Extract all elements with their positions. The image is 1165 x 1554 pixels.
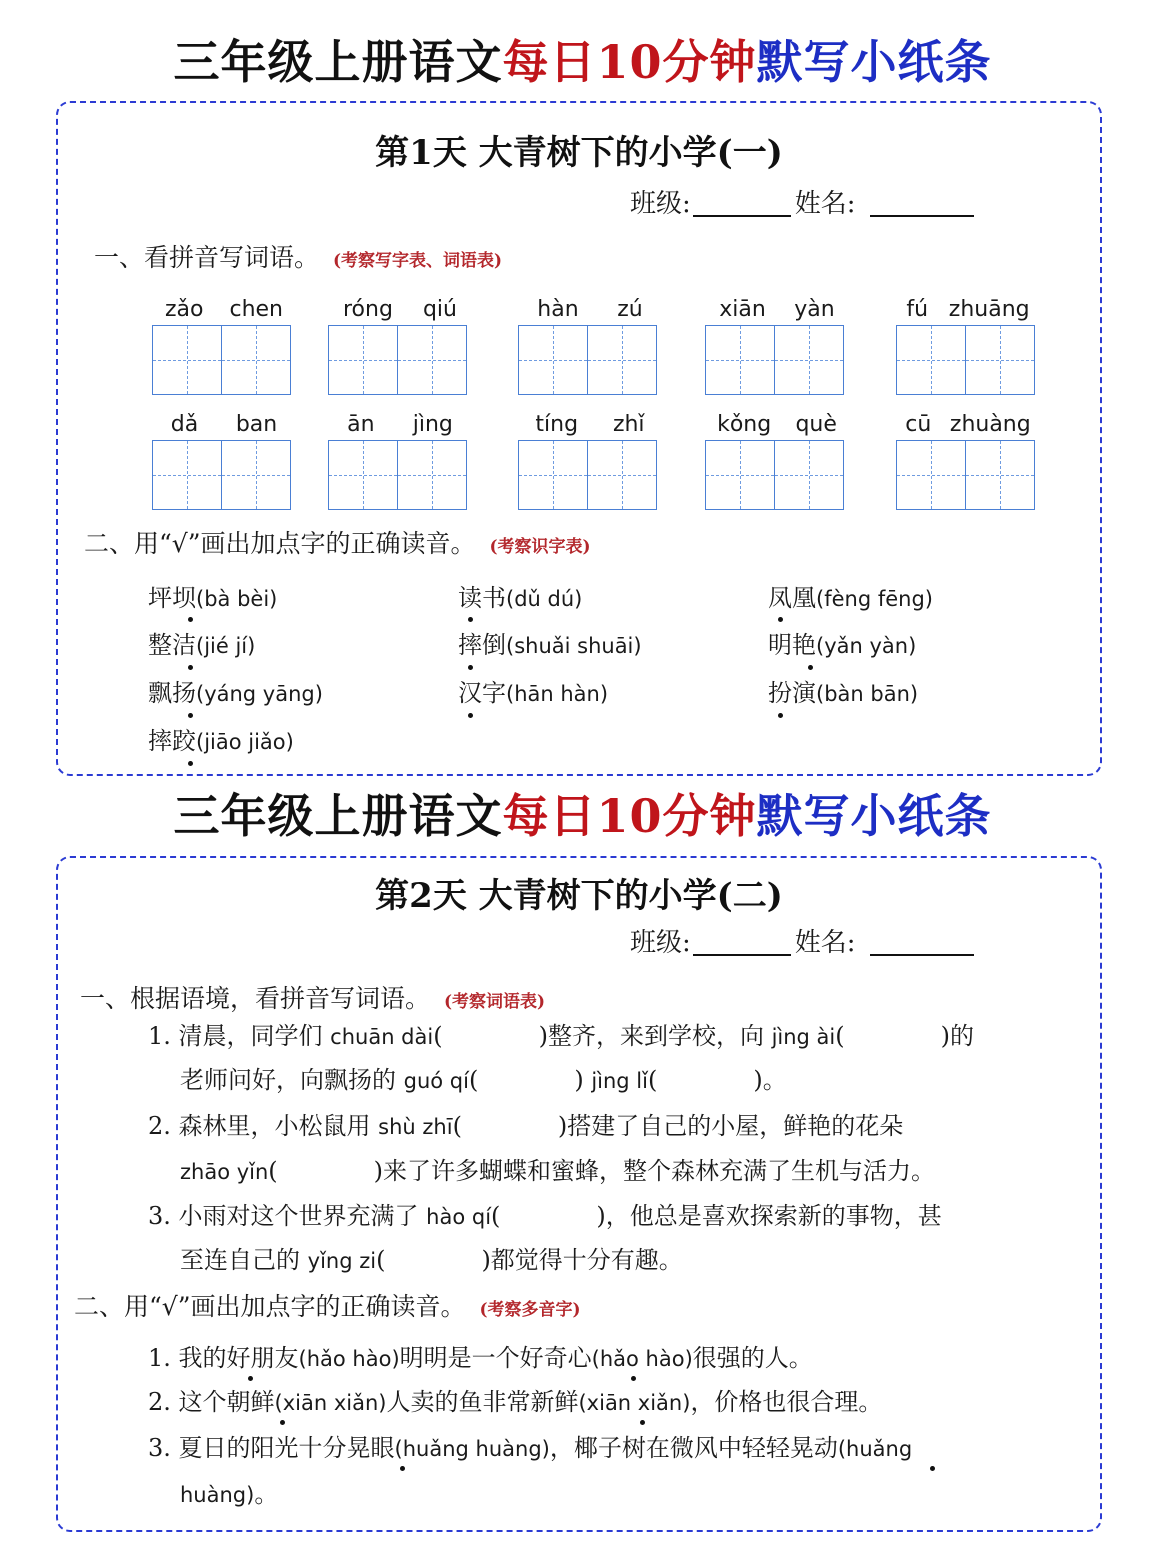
- reading-pinyin-options: (yáng yāng): [196, 682, 323, 706]
- reading-chars: 坪坝: [148, 584, 196, 612]
- tianzige-box[interactable]: [518, 325, 588, 395]
- banner-bottom: [0, 786, 1165, 846]
- name-blank[interactable]: [870, 954, 974, 956]
- emphasis-dot: [468, 713, 473, 718]
- pinyin-prompt: yǐng zi: [307, 1249, 377, 1273]
- class-blank[interactable]: [693, 954, 791, 956]
- emphasis-dot: [188, 713, 193, 718]
- day2-student-info: [630, 926, 978, 960]
- answer-blank[interactable]: ( )，他总是喜欢探索新的事物，甚: [491, 1202, 942, 1230]
- tianzige-box[interactable]: [397, 440, 467, 510]
- section-note: (考察写字表、词语表): [333, 251, 503, 271]
- pinyin-word: [705, 295, 849, 395]
- question-text: 。: [254, 1480, 279, 1508]
- question-text: ，价格也很合理。: [690, 1388, 883, 1416]
- day1-section1-heading: [94, 241, 502, 278]
- emphasis-dot: [808, 665, 813, 670]
- emphasis-dot: [778, 713, 783, 718]
- section-note: (考察词语表): [444, 992, 546, 1012]
- section-note: (考察识字表): [489, 537, 591, 557]
- polyphone-question-3-line2[interactable]: [180, 1476, 278, 1513]
- banner-top: [0, 32, 1165, 92]
- polyphone-question-2[interactable]: [148, 1384, 882, 1421]
- answer-blank[interactable]: ( )来了许多蝴蝶和蜜蜂，整个森林充满了生机与活力。: [268, 1157, 936, 1185]
- reading-pinyin-options: (fèng fēng): [816, 587, 933, 611]
- tianzige-box[interactable]: [774, 440, 844, 510]
- tianzige-box[interactable]: [152, 440, 222, 510]
- question-text: 明明是一个好奇心: [399, 1344, 592, 1372]
- day2-title: 第2天 大青树下的小学(二): [375, 876, 783, 916]
- question-text: 2. 森林里，小松鼠用: [148, 1112, 379, 1140]
- question-text: 很强的人。: [692, 1344, 813, 1372]
- pinyin-syllable: róng: [343, 297, 393, 322]
- reading-pinyin-options: (bàn bān): [816, 682, 919, 706]
- question-text: 3. 小雨对这个世界充满了: [148, 1202, 427, 1230]
- answer-blank[interactable]: ( ): [468, 1066, 592, 1094]
- emphasis-dot: [640, 1420, 645, 1425]
- reading-chars: 凤凰: [768, 584, 816, 612]
- reading-choice[interactable]: [458, 627, 642, 664]
- reading-choice[interactable]: [148, 580, 277, 617]
- banner-text-blue: 默写小纸条: [756, 35, 992, 89]
- day1-student-info: [630, 187, 978, 221]
- question-text: 1. 清晨，同学们: [148, 1022, 331, 1050]
- emphasis-dot: [400, 1466, 405, 1471]
- pinyin-prompt: jìng lǐ: [591, 1069, 648, 1093]
- worksheet-day2: [56, 856, 1102, 1532]
- reading-chars: 飘扬: [148, 679, 196, 707]
- emphasis-dot: [188, 665, 193, 670]
- banner-text-red: 每日10分钟: [502, 35, 757, 89]
- name-blank[interactable]: [870, 215, 974, 217]
- day1-section2-heading: [84, 527, 591, 564]
- reading-choice[interactable]: [458, 675, 608, 712]
- banner-text-black: 三年级上册语文: [173, 789, 503, 843]
- reading-choice[interactable]: [148, 675, 323, 712]
- pinyin-syllable: zhuāng: [948, 297, 1030, 322]
- tianzige-box[interactable]: [587, 325, 657, 395]
- answer-blank[interactable]: ( )整齐，来到学校，向: [433, 1022, 772, 1050]
- name-label: 姓名:: [794, 928, 856, 958]
- reading-chars: 读书: [458, 584, 506, 612]
- class-label: 班级:: [630, 928, 691, 958]
- pinyin-word: [328, 410, 472, 510]
- reading-chars: 明艳: [768, 631, 816, 659]
- reading-chars: 摔跤: [148, 727, 196, 755]
- context-question-3-line2: [180, 1242, 683, 1279]
- pinyin-syllable: zhuàng: [949, 412, 1031, 437]
- context-question-1-line2: [180, 1062, 787, 1099]
- section-heading-text: 一、看拼音写词语。: [94, 243, 320, 272]
- tianzige-box[interactable]: [587, 440, 657, 510]
- reading-choice[interactable]: [768, 675, 918, 712]
- day2-section2-heading: [74, 1290, 581, 1327]
- polyphone-question-1[interactable]: [148, 1340, 813, 1377]
- reading-pinyin-options: (jiāo jiǎo): [196, 730, 294, 754]
- pinyin-word: [328, 295, 472, 395]
- context-question-2-line2: [180, 1153, 935, 1190]
- reading-choice[interactable]: [768, 627, 916, 664]
- pinyin-word: [152, 295, 296, 395]
- question-text: 3. 夏日的阳光十分晃眼: [148, 1434, 395, 1462]
- reading-pinyin-options: (xiān xiǎn): [578, 1391, 691, 1415]
- reading-pinyin-options: (dǔ dú): [506, 587, 583, 611]
- name-label: 姓名:: [794, 189, 856, 219]
- pinyin-word: [896, 410, 1040, 510]
- pinyin-syllable: kǒng: [717, 412, 772, 437]
- reading-chars: 汉字: [458, 679, 506, 707]
- context-question-3-line1: [148, 1198, 942, 1235]
- day2-section1-heading: [80, 982, 545, 1019]
- banner-text-black: 三年级上册语文: [173, 35, 503, 89]
- pinyin-syllable: què: [795, 412, 837, 437]
- emphasis-dot: [778, 617, 783, 622]
- pinyin-syllable: hàn: [537, 297, 579, 322]
- tianzige-box[interactable]: [152, 325, 222, 395]
- class-blank[interactable]: [693, 215, 791, 217]
- pinyin-prompt: hào qí: [426, 1205, 492, 1229]
- emphasis-dot: [468, 617, 473, 622]
- pinyin-prompt: chuān dài: [330, 1025, 434, 1049]
- tianzige-box[interactable]: [896, 440, 966, 510]
- section-note: (考察多音字): [479, 1300, 581, 1320]
- tianzige-box[interactable]: [328, 325, 398, 395]
- tianzige-box[interactable]: [965, 440, 1035, 510]
- reading-choice[interactable]: [148, 723, 294, 760]
- reading-pinyin-options: (xiān xiǎn): [274, 1391, 387, 1415]
- tianzige-box[interactable]: [518, 440, 588, 510]
- answer-blank[interactable]: ( )。: [647, 1066, 787, 1094]
- reading-pinyin-options: (hān hàn): [506, 682, 609, 706]
- answer-blank[interactable]: ( )都觉得十分有趣。: [376, 1246, 683, 1274]
- emphasis-dot: [248, 1376, 253, 1381]
- banner-text-blue: 默写小纸条: [756, 789, 992, 843]
- tianzige-box[interactable]: [965, 325, 1035, 395]
- answer-blank[interactable]: ( )的: [835, 1022, 974, 1050]
- reading-pinyin-options: (shuǎi shuāi): [506, 634, 642, 658]
- reading-pinyin-options: (hǎo hào): [298, 1347, 400, 1371]
- pinyin-syllable: yàn: [794, 297, 835, 322]
- context-question-2-line1: [148, 1108, 903, 1145]
- tianzige-box[interactable]: [221, 325, 291, 395]
- question-text: 老师问好，向飘扬的: [180, 1066, 404, 1094]
- pinyin-word: [518, 410, 662, 510]
- emphasis-dot: [280, 1420, 285, 1425]
- reading-choice[interactable]: [768, 580, 933, 617]
- emphasis-dot: [930, 1466, 935, 1471]
- tianzige-box[interactable]: [896, 325, 966, 395]
- reading-pinyin-options: (bà bèi): [196, 587, 278, 611]
- question-text: 1. 我的好朋友: [148, 1344, 299, 1372]
- pinyin-syllable: jìng: [412, 412, 453, 437]
- class-label: 班级:: [630, 189, 691, 219]
- worksheet-day1: [56, 101, 1102, 776]
- reading-pinyin-options: (hǎo hào): [591, 1347, 693, 1371]
- pinyin-prompt: jìng ài: [771, 1025, 836, 1049]
- pinyin-syllable: fú: [906, 297, 929, 322]
- question-text: 人卖的鱼非常新鲜: [386, 1388, 579, 1416]
- pinyin-word: [896, 295, 1040, 395]
- tianzige-box[interactable]: [221, 440, 291, 510]
- section-heading-text: 二、用“√”画出加点字的正确读音。: [84, 529, 476, 558]
- day1-title: 第1天 大青树下的小学(一): [375, 133, 783, 173]
- tianzige-box[interactable]: [705, 325, 775, 395]
- reading-pinyin-options: (huǎng: [837, 1437, 913, 1461]
- reading-chars: 整洁: [148, 631, 196, 659]
- question-text: ，椰子树在微风中轻轻晃动: [549, 1434, 838, 1462]
- reading-choice[interactable]: [148, 627, 255, 664]
- pinyin-prompt: guó qí: [403, 1069, 469, 1093]
- pinyin-syllable: tíng: [535, 412, 579, 437]
- answer-blank[interactable]: ( )搭建了自己的小屋，鲜艳的花朵: [452, 1112, 904, 1140]
- pinyin-syllable: chen: [229, 297, 283, 322]
- pinyin-syllable: zú: [617, 297, 643, 322]
- question-text: 2. 这个朝鲜: [148, 1388, 275, 1416]
- banner-text-red: 每日10分钟: [502, 789, 757, 843]
- pinyin-syllable: qiú: [422, 297, 457, 322]
- pinyin-prompt: shù zhī: [378, 1115, 453, 1139]
- tianzige-box[interactable]: [705, 440, 775, 510]
- reading-chars: 摔倒: [458, 631, 506, 659]
- polyphone-question-3-line1[interactable]: [148, 1430, 912, 1467]
- emphasis-dot: [468, 665, 473, 670]
- emphasis-dot: [631, 1376, 636, 1381]
- reading-choice[interactable]: [458, 580, 582, 617]
- section-heading-text: 一、根据语境，看拼音写词语。: [80, 984, 431, 1013]
- reading-pinyin-options: (yǎn yàn): [816, 634, 917, 658]
- pinyin-syllable: ān: [347, 412, 375, 437]
- tianzige-box[interactable]: [774, 325, 844, 395]
- pinyin-syllable: ban: [235, 412, 278, 437]
- pinyin-syllable: zhǐ: [612, 412, 645, 437]
- tianzige-box[interactable]: [328, 440, 398, 510]
- tianzige-box[interactable]: [397, 325, 467, 395]
- pinyin-word: [705, 410, 849, 510]
- pinyin-syllable: xiān: [719, 297, 766, 322]
- section-heading-text: 二、用“√”画出加点字的正确读音。: [74, 1292, 466, 1321]
- pinyin-prompt: zhāo yǐn: [180, 1160, 269, 1184]
- pinyin-word: [152, 410, 296, 510]
- question-text: 至连自己的: [180, 1246, 308, 1274]
- pinyin-syllable: cū: [905, 412, 932, 437]
- pinyin-word: [518, 295, 662, 395]
- pinyin-syllable: zǎo: [164, 297, 204, 322]
- reading-pinyin-options: huàng): [180, 1483, 255, 1507]
- context-question-1-line1: [148, 1018, 974, 1055]
- reading-pinyin-options: (jié jí): [196, 634, 256, 658]
- pinyin-syllable: dǎ: [170, 412, 199, 437]
- emphasis-dot: [188, 761, 193, 766]
- reading-pinyin-options: (huǎng huàng): [394, 1437, 550, 1461]
- emphasis-dot: [188, 617, 193, 622]
- reading-chars: 扮演: [768, 679, 816, 707]
